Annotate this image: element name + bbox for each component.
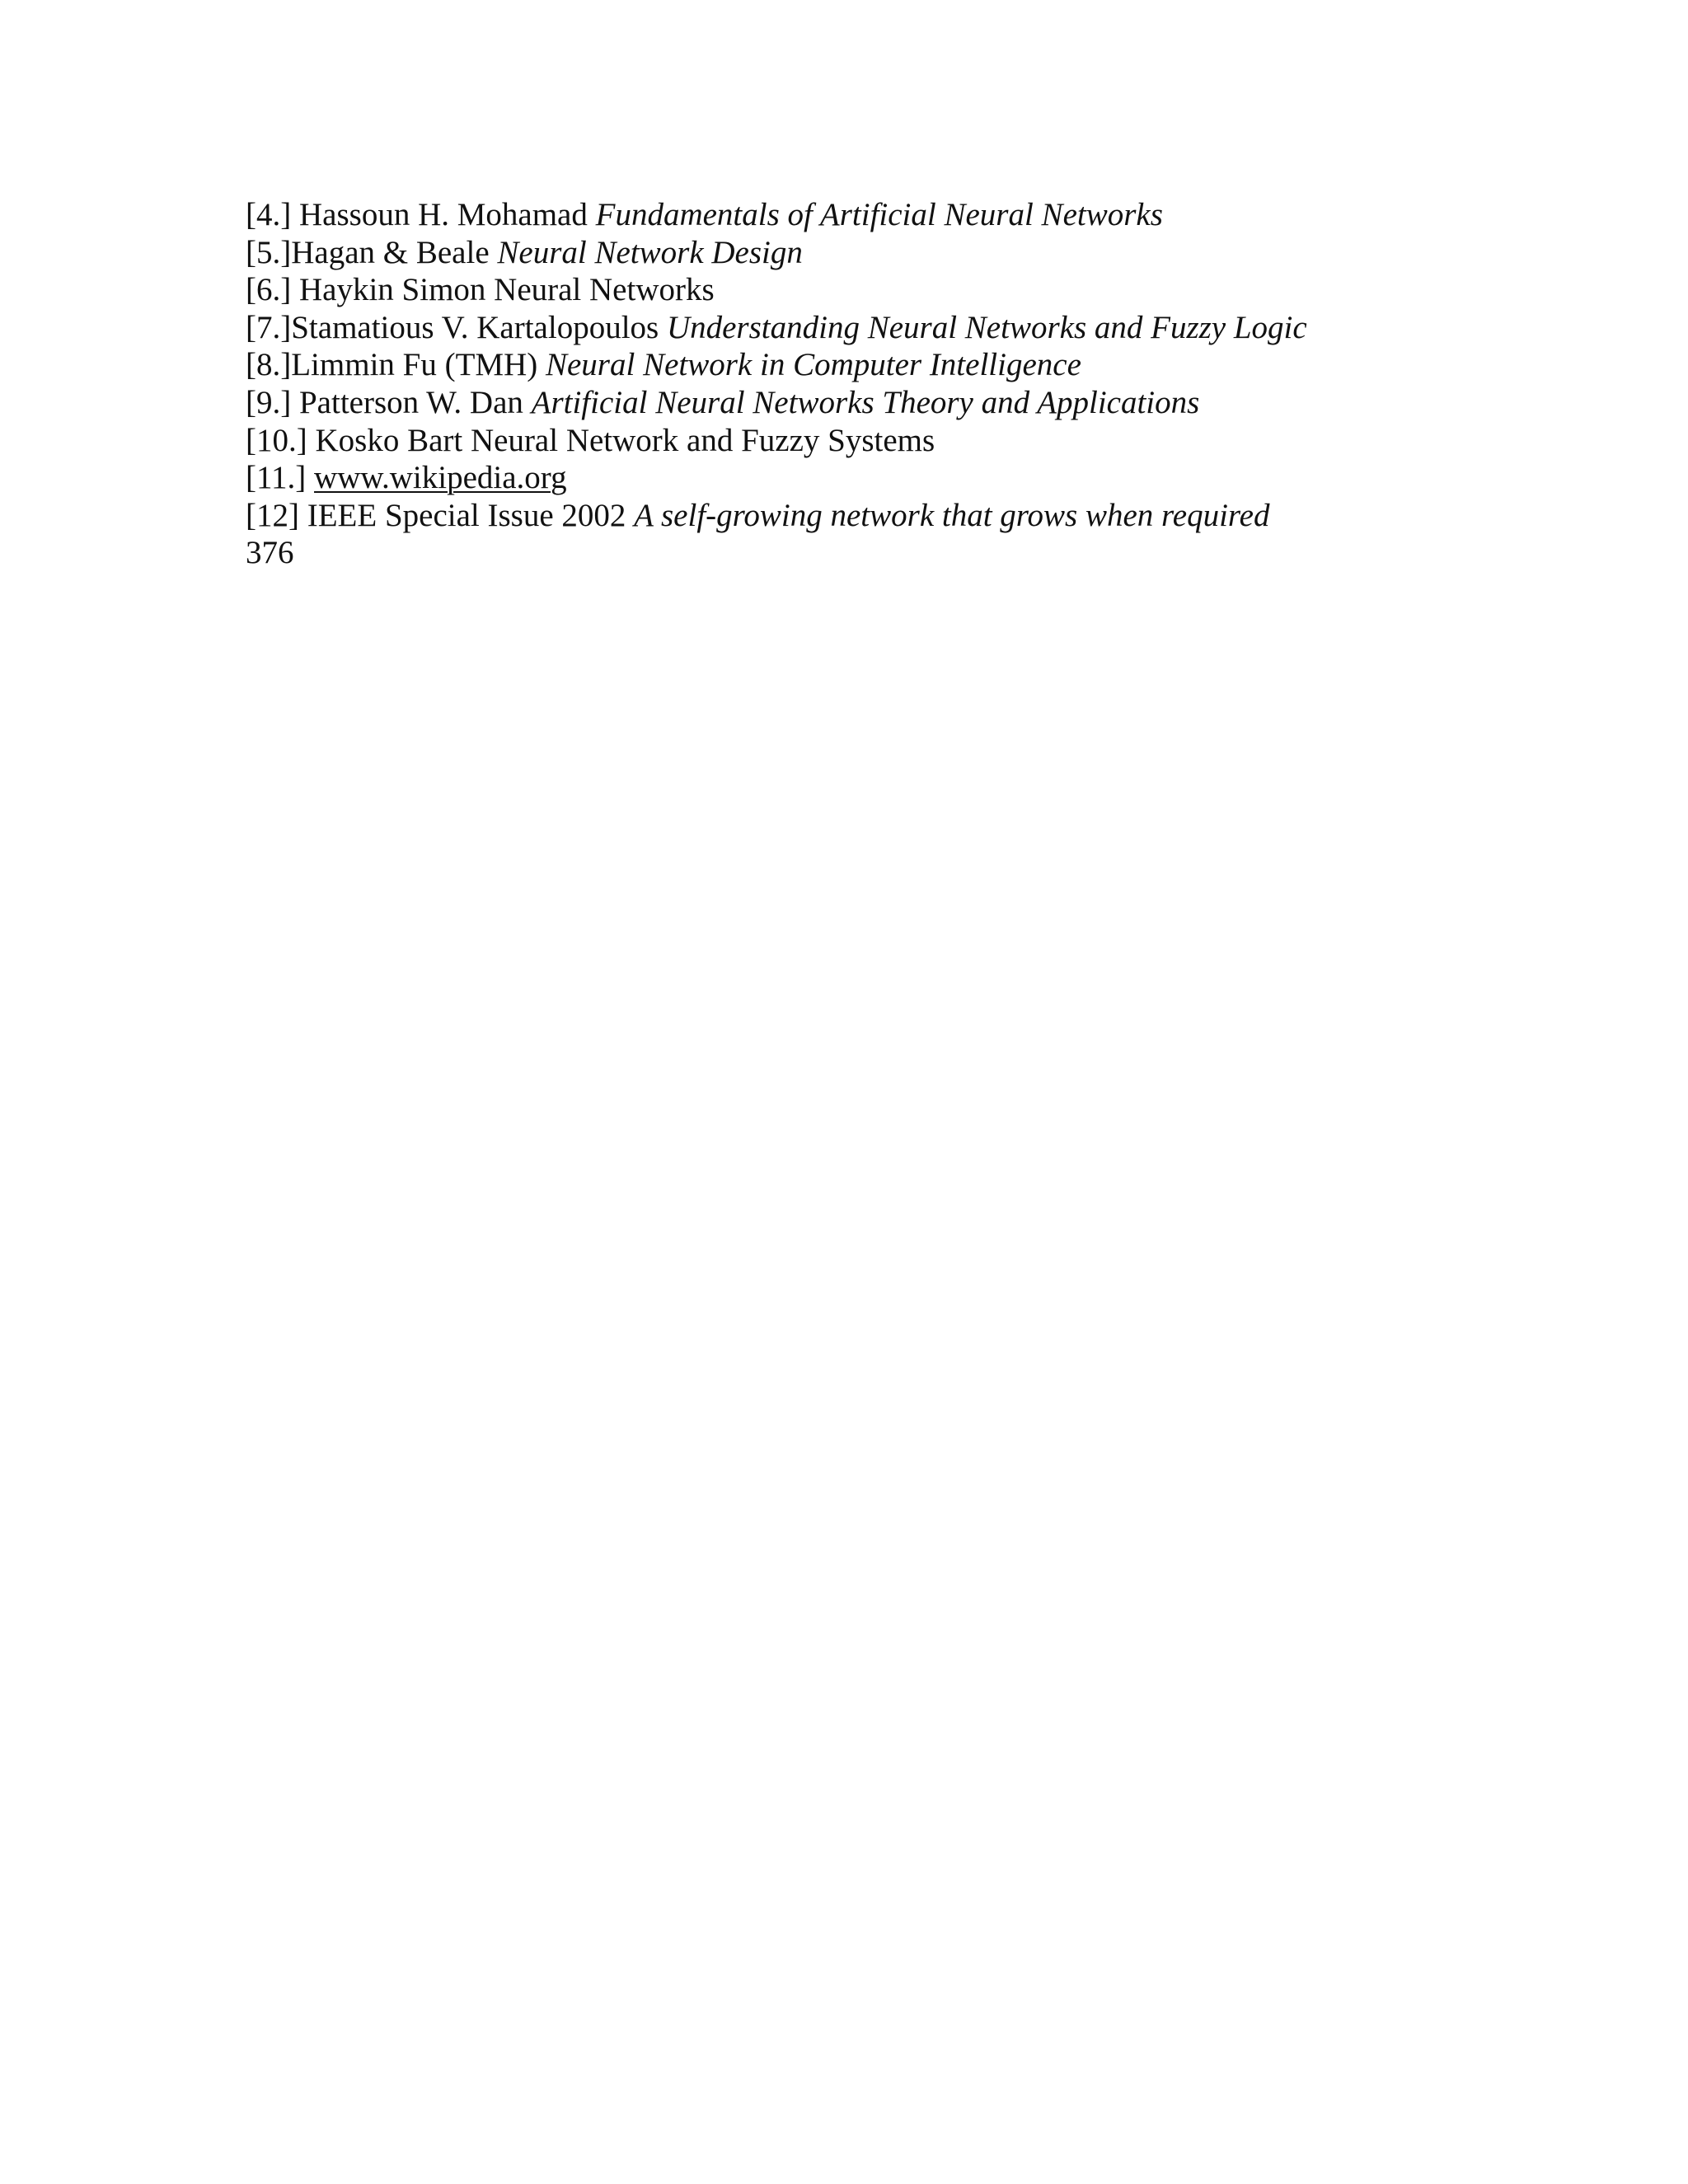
reference-title: Fundamentals of Artificial Neural Networks	[595, 197, 1163, 232]
reference-title: Understanding Neural Networks and Fuzzy Logic	[666, 309, 1307, 345]
reference-label: [12]	[246, 497, 307, 533]
reference-label: [7.]	[246, 309, 292, 345]
reference-title: Artificial Neural Networks Theory and Applications	[531, 384, 1200, 420]
reference-label: [6.]	[246, 272, 299, 308]
reference-author: Hagan & Beale	[291, 234, 498, 270]
reference-item-12	[246, 497, 1441, 535]
reference-title: Neural Network in Computer Intelligence	[545, 347, 1081, 383]
reference-item-6	[246, 271, 1441, 309]
reference-list	[246, 196, 1441, 572]
reference-label: [5.]	[246, 234, 292, 270]
reference-author: Kosko Bart Neural Network and Fuzzy Systems	[315, 422, 935, 458]
reference-author: Stamatious V. Kartalopoulos	[291, 309, 667, 345]
reference-label: [9.]	[246, 384, 299, 420]
reference-item-11	[246, 459, 1441, 497]
reference-author: Hassoun H. Mohamad	[298, 197, 596, 232]
page-number: 376	[246, 535, 294, 571]
reference-title: Neural Network Design	[497, 234, 803, 270]
reference-author: Patterson W. Dan	[298, 384, 532, 420]
reference-author: Limmin Fu (TMH)	[291, 347, 546, 383]
reference-item-8	[246, 346, 1441, 384]
reference-label: [10.]	[246, 422, 316, 458]
reference-author: IEEE Special Issue 2002	[307, 497, 635, 533]
wikipedia-link[interactable]: www.wikipedia.org	[314, 460, 567, 496]
reference-item-4	[246, 196, 1441, 234]
reference-item-7	[246, 309, 1441, 347]
reference-item-10	[246, 422, 1441, 460]
reference-title: A self-growing network that grows when required	[634, 497, 1270, 533]
reference-author: Haykin Simon Neural Networks	[298, 272, 715, 308]
reference-label: [11.]	[246, 460, 315, 496]
reference-item-5	[246, 234, 1441, 272]
reference-item-9	[246, 384, 1441, 422]
reference-label: [8.]	[246, 347, 292, 383]
reference-label: [4.]	[246, 197, 299, 232]
